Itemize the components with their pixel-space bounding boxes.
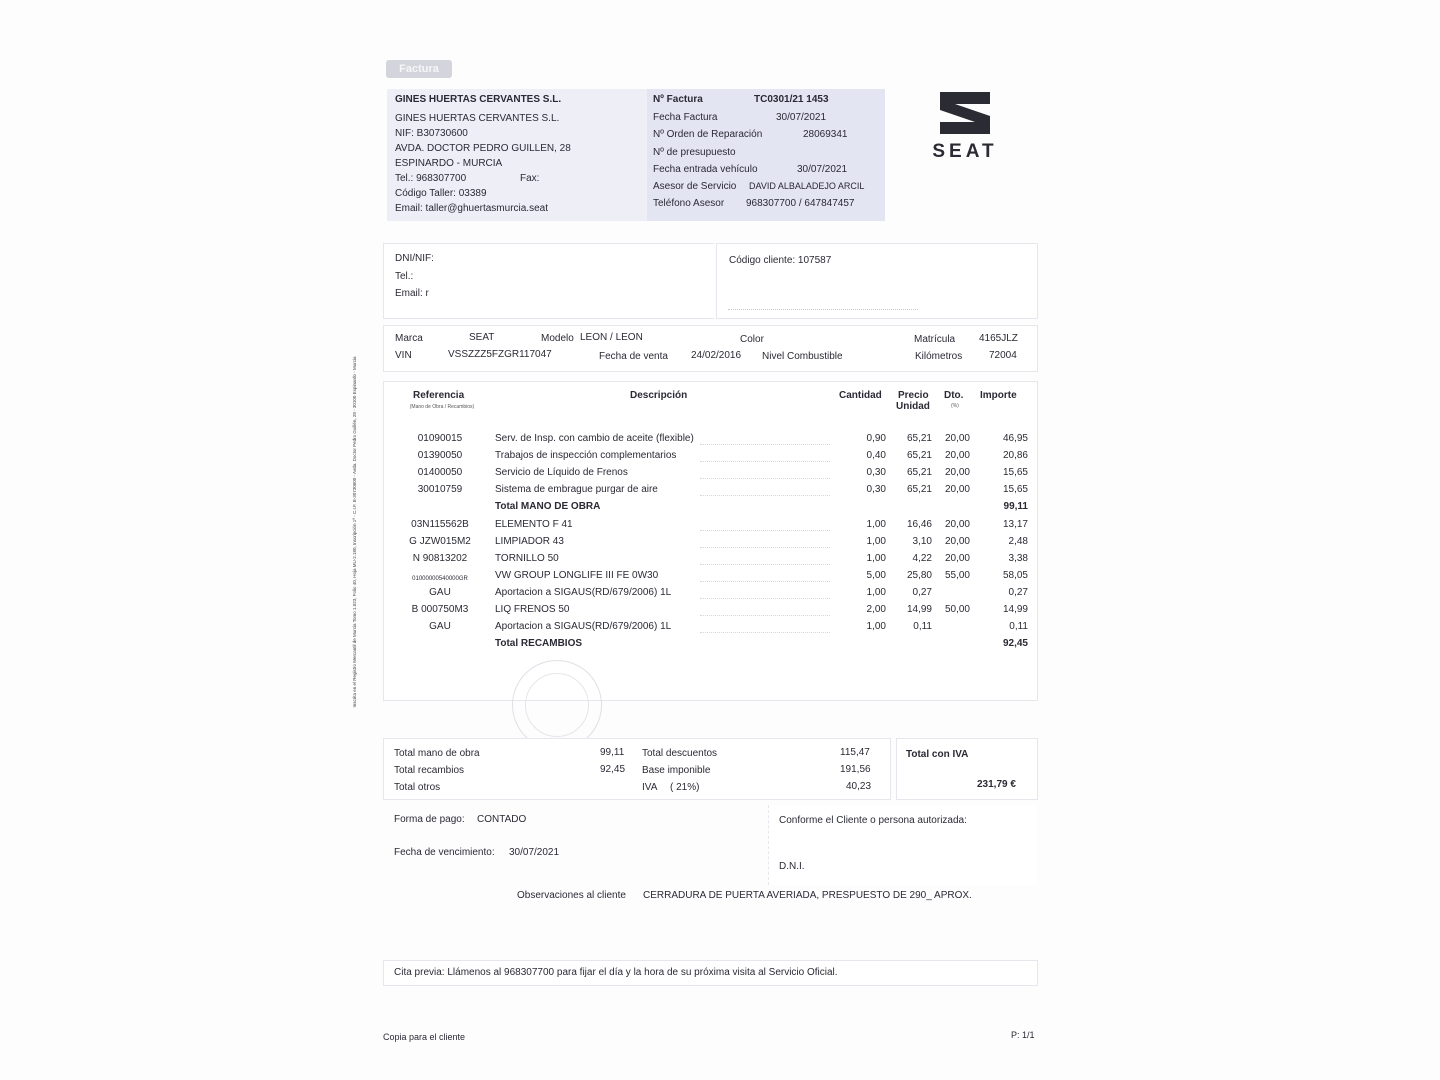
cell-importe: 20,86 [1002, 450, 1028, 462]
company-address: AVDA. DOCTOR PEDRO GUILLEN, 28 [395, 143, 571, 154]
vehicle-entry-date: 30/07/2021 [797, 164, 848, 175]
grand-total-label: Total con IVA [906, 749, 969, 760]
company-name-heading: GINES HUERTAS CERVANTES S.L. [395, 94, 562, 105]
total-discounts: 115,47 [840, 747, 870, 758]
cell-importe: 2,48 [1008, 535, 1028, 547]
client-code: Código cliente: 107587 [729, 255, 832, 266]
invoice-date: 30/07/2021 [776, 112, 827, 123]
company-name: GINES HUERTAS CERVANTES S.L. [395, 113, 560, 124]
cell-desc: Total RECAMBIOS [495, 638, 583, 650]
vat-percent: ( 21%) [670, 782, 700, 793]
dotted-leader [700, 478, 830, 479]
cell-precio: 65,21 [906, 450, 932, 462]
budget-label: Nº de presupuesto [653, 147, 736, 158]
dotted-leader [700, 495, 830, 496]
client-tel-label: Tel.: [395, 271, 414, 282]
cell-ref: 01400050 [417, 467, 463, 479]
tax-base: 191,56 [840, 764, 871, 775]
cell-ref: 01390050 [417, 450, 463, 462]
cell-dto: 20,00 [944, 467, 970, 479]
cell-desc: Serv. de Insp. con cambio de aceite (flexible) [495, 433, 694, 444]
cell-importe: 15,65 [1002, 484, 1028, 496]
dotted-leader [700, 615, 830, 616]
cell-precio: 4,22 [912, 552, 932, 564]
cell-cant: 1,00 [866, 586, 886, 598]
vehicle-model: LEON / LEON [580, 332, 643, 343]
cell-dto: 55,00 [944, 569, 970, 581]
col-header-referencia: Referencia [413, 390, 465, 401]
cell-precio: 25,80 [906, 569, 932, 581]
cell-cant: 0,30 [866, 467, 886, 479]
cell-cant: 1,00 [866, 621, 886, 633]
cell-cant: 1,00 [866, 552, 886, 564]
cell-cant: 0,30 [866, 484, 886, 496]
vat-amount: 40,23 [846, 781, 872, 792]
col-header-importe: Importe [980, 390, 1017, 401]
dotted-leader [700, 461, 830, 462]
cell-dto: 20,00 [944, 552, 970, 564]
cell-importe: 0,11 [1009, 621, 1028, 633]
cell-importe: 46,95 [1002, 433, 1028, 444]
vat-label: IVA [642, 782, 658, 793]
vehicle-vin-label: VIN [395, 350, 412, 361]
dotted-leader [700, 581, 830, 582]
client-address-line [728, 309, 918, 310]
cell-desc: Sistema de embrague purgar de aire [495, 484, 658, 496]
cell-ref: 30010759 [417, 484, 463, 496]
col-header-referencia-sub: (Mano de Obra / Recambios) [409, 404, 475, 410]
dotted-leader [700, 564, 830, 565]
cell-desc: Trabajos de inspección complementarios [495, 450, 677, 462]
cell-desc: Aportacion a SIGAUS(RD/679/2006) 1L [495, 621, 672, 633]
registry-sidebar [340, 272, 364, 802]
observations-label: Observaciones al cliente [517, 890, 626, 901]
payment-method: CONTADO [477, 814, 527, 825]
cell-precio: 0,11 [913, 621, 932, 633]
repair-order-label: Nº Orden de Reparación [653, 129, 763, 140]
vehicle-sale-date: 24/02/2016 [691, 350, 742, 361]
cell-importe: 14,99 [1002, 604, 1028, 615]
total-discounts-label: Total descuentos [642, 748, 718, 759]
cell-precio: 65,21 [906, 467, 932, 479]
client-dni-label: DNI/NIF: [395, 253, 434, 264]
cell-ref: G JZW015M2 [409, 535, 471, 547]
cell-desc: LIQ FRENOS 50 [495, 604, 570, 615]
cell-importe: 3,38 [1008, 552, 1028, 564]
company-city: ESPINARDO - MURCIA [395, 158, 503, 169]
cell-dto: 20,00 [944, 450, 970, 462]
grand-total: 231,79 € [977, 779, 1016, 790]
advisor-name: DAVID ALBALADEJO ARCIL [749, 181, 865, 191]
cell-ref: 01090015 [417, 433, 463, 444]
grand-total-box [896, 738, 1038, 800]
vehicle-fuel-label: Nivel Combustible [762, 351, 843, 362]
cell-dto: 20,00 [944, 433, 970, 444]
cell-dto: 20,00 [944, 518, 970, 530]
copy-note: Copia para el cliente [383, 1032, 466, 1042]
company-fax: Fax: [520, 173, 540, 184]
invoice-number: TC0301/21 1453 [754, 94, 829, 105]
cell-importe: 0,27 [1008, 586, 1028, 598]
cell-cant: 1,00 [866, 518, 886, 530]
cell-desc: LIMPIADOR 43 [495, 535, 564, 547]
total-parts: 92,45 [600, 764, 626, 775]
col-header-dto: Dto. [944, 390, 964, 401]
dotted-leader [700, 547, 830, 548]
dotted-leader [700, 444, 830, 445]
document-tab: Factura [386, 60, 452, 78]
cell-importe: 99,11 [1003, 501, 1028, 513]
cell-desc: Aportacion a SIGAUS(RD/679/2006) 1L [495, 586, 672, 598]
vehicle-plate-label: Matrícula [914, 334, 956, 345]
vehicle-km: 72004 [989, 350, 1017, 361]
vehicle-color-label: Color [740, 334, 764, 345]
cell-desc: Total MANO DE OBRA [495, 501, 601, 513]
company-codigo-taller: Código Taller: 03389 [395, 188, 487, 199]
tax-base-label: Base imponible [642, 765, 711, 776]
appointment-note: Cita previa: Llámenos al 968307700 para fijar el día y la hora de su próxima visita al Servicio Oficial. [394, 967, 838, 978]
cell-desc: TORNILLO 50 [495, 552, 559, 564]
vehicle-vin: VSSZZZ5FZGR117047 [448, 349, 552, 360]
company-tel: Tel.: 968307700 [395, 173, 467, 184]
seat-logo-text: SEAT [932, 141, 998, 162]
vehicle-brand-label: Marca [395, 333, 423, 344]
total-parts-label: Total recambios [394, 765, 465, 776]
cell-cant: 0,90 [866, 433, 886, 444]
cell-ref: N 90813202 [412, 552, 468, 564]
total-labour: 99,11 [600, 747, 625, 758]
cell-precio: 0,27 [912, 586, 932, 598]
cell-cant: 1,00 [866, 535, 886, 547]
col-header-cantidad: Cantidad [839, 390, 882, 401]
cell-cant: 5,00 [866, 569, 886, 581]
total-labour-label: Total mano de obra [394, 748, 480, 759]
col-header-precio: Precio [898, 390, 929, 401]
cell-dto: 20,00 [944, 484, 970, 496]
cell-dto: 50,00 [944, 604, 970, 615]
due-date-label: Fecha de vencimiento: [394, 847, 495, 858]
vehicle-km-label: Kilómetros [915, 351, 963, 362]
company-stamp [512, 660, 602, 750]
vehicle-entry-label: Fecha entrada vehículo [653, 164, 758, 175]
dotted-leader [700, 632, 830, 633]
cell-desc: Servicio de Líquido de Frenos [495, 467, 628, 479]
vehicle-plate: 4165JLZ [979, 333, 1018, 344]
invoice-date-label: Fecha Factura [653, 112, 718, 123]
cell-ref: GAU [429, 586, 451, 598]
cell-precio: 65,21 [906, 484, 932, 496]
client-dni-signature: D.N.I. [779, 861, 805, 872]
advisor-label: Asesor de Servicio [653, 181, 737, 192]
cell-ref: 03N115562B [411, 518, 469, 530]
col-header-dto-pct: (%) [951, 403, 959, 409]
cell-precio: 65,21 [906, 433, 932, 444]
advisor-phone-label: Teléfono Asesor [653, 198, 725, 209]
company-nif: NIF: B30730600 [395, 128, 468, 139]
dotted-leader [700, 530, 830, 531]
client-email-label: Email: r [395, 288, 429, 299]
cell-importe: 13,17 [1002, 518, 1028, 530]
registry-text: Inscrita en el Registro Mercantil de Murcia Tomo 1.023, Folio 40, Hoja MU-2.180, Inscripción 1ª - C.I.F. B-30730600 - Avda. Doctor Pedro Guillén, 28 - 30100 Espinardo - Murcia [352, 356, 357, 708]
cell-precio: 14,99 [906, 604, 932, 615]
page-number: P: 1/1 [1011, 1030, 1035, 1040]
vehicle-model-label: Modelo [541, 333, 574, 344]
cell-importe: 92,45 [1002, 638, 1028, 650]
col-header-precio-unidad: Unidad [896, 401, 930, 412]
cell-cant: 0,40 [866, 450, 886, 462]
cell-importe: 15,65 [1002, 467, 1028, 479]
cell-ref: 01000000540000GR [412, 575, 468, 582]
cell-ref: GAU [429, 621, 451, 633]
observations: CERRADURA DE PUERTA AVERIADA, PRESPUESTO DE 290_ APROX. [643, 890, 972, 901]
cell-cant: 2,00 [866, 604, 886, 615]
vehicle-sale-date-label: Fecha de venta [599, 351, 668, 362]
client-conformity: Conforme el Cliente o persona autorizada: [779, 815, 967, 826]
company-email: Email: taller@ghuertasmurcia.seat [395, 203, 548, 214]
payment-method-label: Forma de pago: [394, 814, 465, 825]
cell-desc: VW GROUP LONGLIFE III FE 0W30 [495, 569, 659, 581]
total-other-label: Total otros [394, 782, 441, 793]
vehicle-brand: SEAT [469, 332, 495, 343]
cell-desc: ELEMENTO F 41 [495, 518, 573, 530]
repair-order: 28069341 [803, 129, 848, 140]
advisor-phone: 968307700 / 647847457 [746, 198, 855, 209]
cell-ref: B 000750M3 [411, 604, 469, 615]
cell-precio: 3,10 [912, 535, 932, 547]
invoice-number-label: Nº Factura [653, 94, 703, 105]
due-date: 30/07/2021 [509, 847, 560, 858]
cell-precio: 16,46 [906, 518, 932, 530]
dotted-leader [700, 598, 830, 599]
col-header-descripcion: Descripción [630, 390, 688, 401]
cell-importe: 58,05 [1002, 569, 1028, 581]
cell-dto: 20,00 [944, 535, 970, 547]
